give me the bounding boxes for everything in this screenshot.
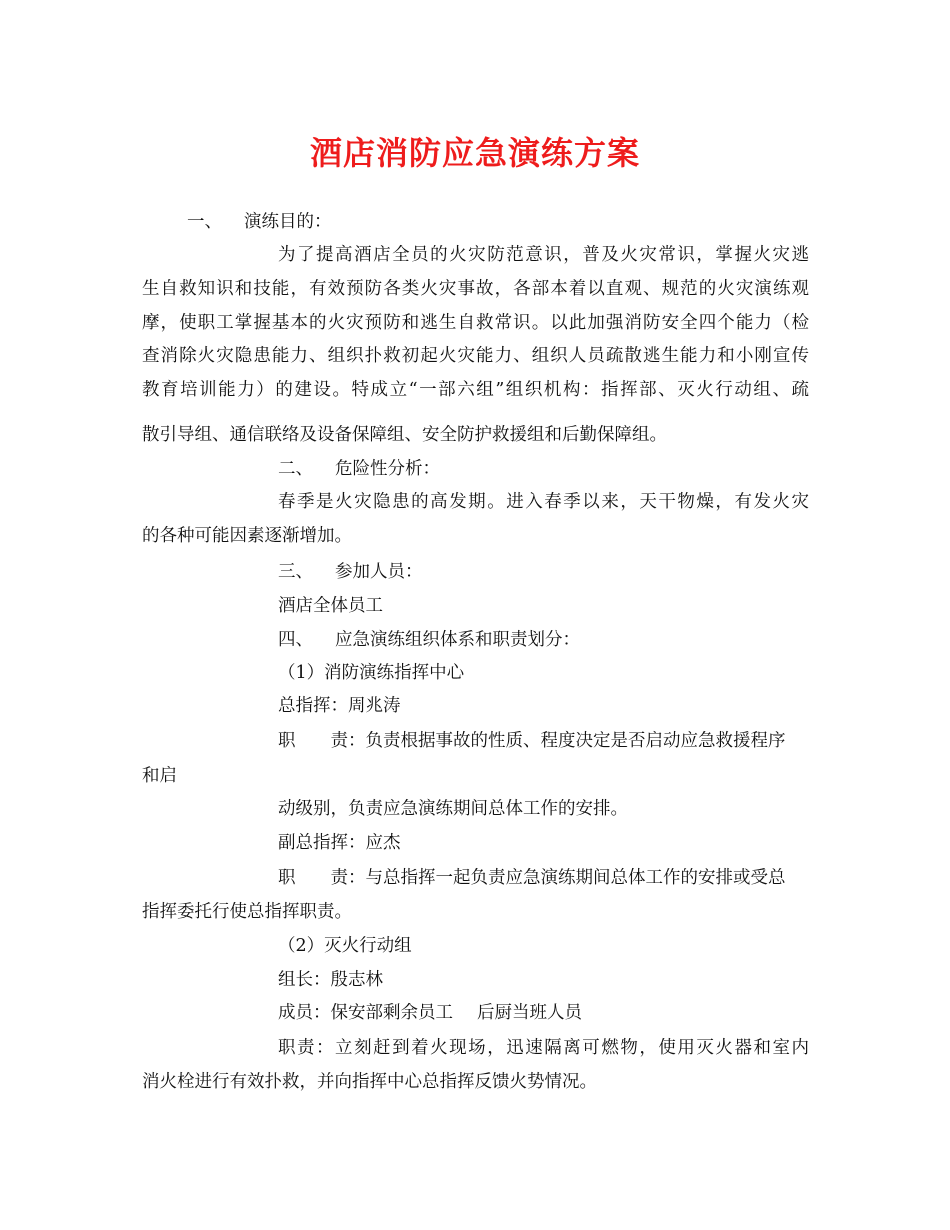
section-2-number: 二、 bbox=[278, 459, 313, 479]
paragraph-1-line-5: 教育培训能力）的建设。特成立“一部六组”组织机构：指挥部、灭火行动组、疏 bbox=[142, 380, 809, 400]
paragraph-2-line-1: 春季是火灾隐患的高发期。进入春季以来，天干物燥，有发火灾 bbox=[278, 492, 809, 512]
group-1-title: （1）消防演练指挥中心 bbox=[278, 663, 465, 683]
duty-label: 职 责： bbox=[278, 868, 366, 888]
group-2-duty-line-1: 职责：立刻赶到着火现场，迅速隔离可燃物，使用灭火器和室内 bbox=[278, 1038, 809, 1058]
group-2-title: （2）灭火行动组 bbox=[278, 936, 412, 956]
paragraph-1-line-6: 散引导组、通信联络及设备保障组、安全防护救援组和后勤保障组。 bbox=[142, 425, 667, 445]
group-1-deputy: 副总指挥：应杰 bbox=[278, 833, 401, 853]
paragraph-1-line-2: 生自救知识和技能，有效预防各类火灾事故，各部本着以直观、规范的火灾演练观 bbox=[142, 279, 809, 299]
paragraph-1-line-3: 摩，使职工掌握基本的火灾预防和逃生自救常识。以此加强消防安全四个能力（检 bbox=[142, 313, 809, 333]
duty-label: 职 责： bbox=[278, 731, 366, 751]
section-3-number: 三、 bbox=[278, 562, 313, 582]
paragraph-1-line-4: 查消除火灾隐患能力、组织扑救初起火灾能力、组织人员疏散逃生能力和小刚宣传 bbox=[142, 346, 809, 366]
paragraph-1-line-1: 为了提高酒店全员的火灾防范意识，普及火灾常识，掌握火灾逃 bbox=[278, 245, 809, 265]
group-1-duty-1-line-3: 动级别，负责应急演练期间总体工作的安排。 bbox=[278, 799, 628, 819]
group-1-duty-2-line-2: 指挥委托行使总指挥职责。 bbox=[142, 902, 352, 922]
section-3-heading bbox=[278, 560, 423, 584]
members-label: 成员： bbox=[278, 1003, 331, 1023]
paragraph-2-line-2: 的各种可能因素逐渐增加。 bbox=[142, 526, 352, 546]
section-1-heading bbox=[187, 210, 332, 234]
group-1-duty-2-line-1 bbox=[278, 866, 786, 890]
section-4-number: 四、 bbox=[278, 630, 313, 650]
section-1-title: 演练目的： bbox=[244, 212, 332, 232]
group-1-duty-1-line-2: 和启 bbox=[142, 766, 177, 786]
section-1-number: 一、 bbox=[187, 212, 222, 232]
group-1-chief: 总指挥：周兆涛 bbox=[278, 696, 401, 716]
section-4-title: 应急演练组织体系和职责划分： bbox=[335, 630, 580, 650]
duty-text: 与总指挥一起负责应急演练期间总体工作的安排或受总 bbox=[365, 868, 786, 888]
group-1-duty-1-line-1 bbox=[278, 729, 786, 753]
group-2-duty-line-2: 消火栓进行有效扑救，并向指挥中心总指挥反馈火势情况。 bbox=[142, 1072, 597, 1092]
section-4-heading bbox=[278, 628, 580, 652]
section-3-title: 参加人员： bbox=[335, 562, 423, 582]
members-b: 后厨当班人员 bbox=[477, 1003, 582, 1023]
group-2-leader: 组长：殷志林 bbox=[278, 970, 383, 990]
document-title: 酒店消防应急演练方案 bbox=[309, 134, 640, 172]
group-2-members bbox=[278, 1001, 582, 1025]
section-2-heading bbox=[278, 457, 440, 481]
duty-text: 负责根据事故的性质、程度决定是否启动应急救援程序 bbox=[365, 731, 786, 751]
section-2-title: 危险性分析： bbox=[335, 459, 440, 479]
members-a: 保安部剩余员工 bbox=[330, 1003, 453, 1023]
participants-text: 酒店全体员工 bbox=[278, 596, 383, 616]
